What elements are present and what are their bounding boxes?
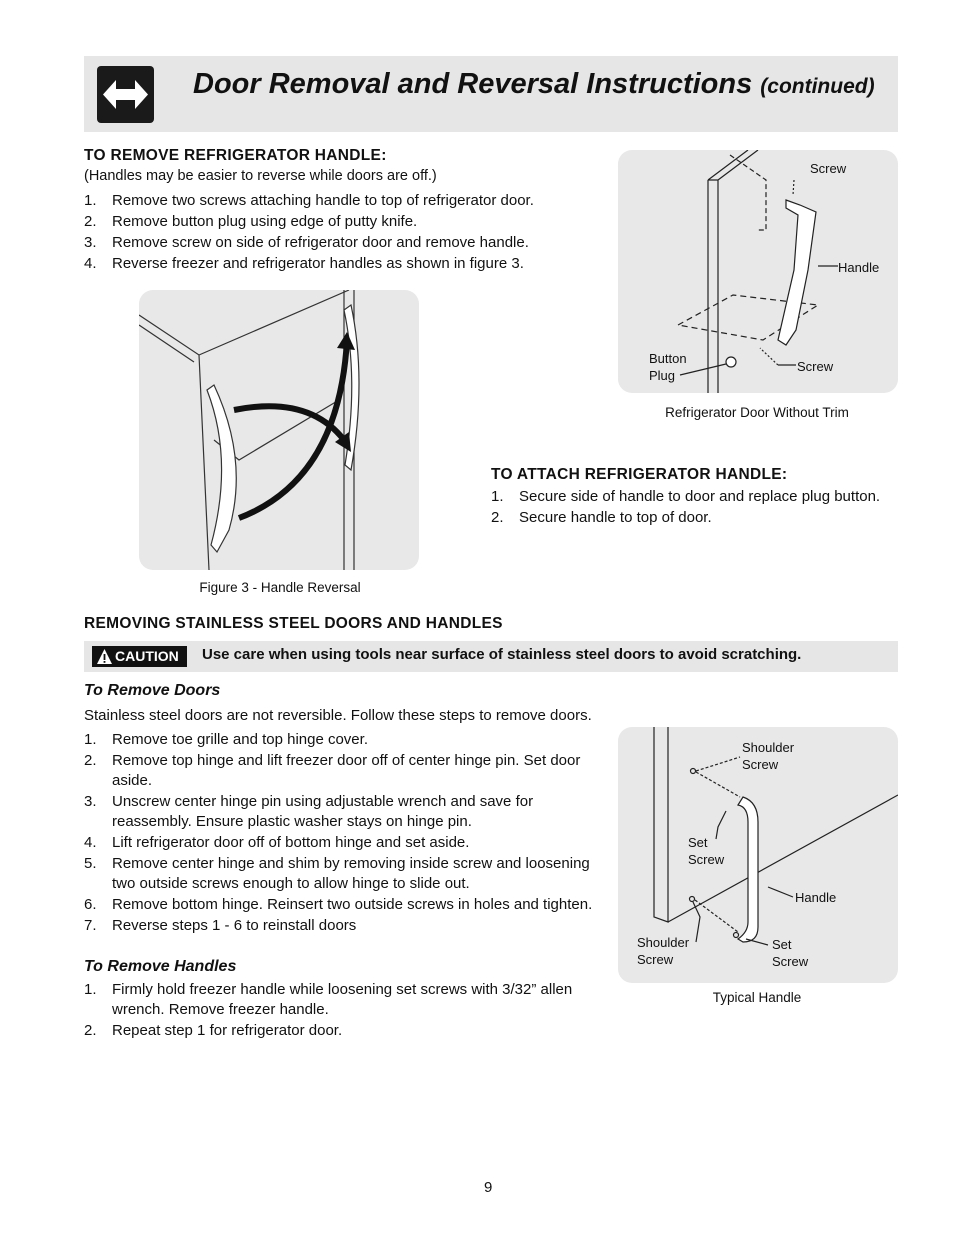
list-item: 2. Repeat step 1 for refrigerator door. <box>84 1022 343 1039</box>
handle-reversal-diagram <box>139 290 419 570</box>
list-item: 2. Remove top hinge and lift freezer door off of center hinge pin. Set door aside. <box>84 752 581 789</box>
attach-handle-steps <box>491 487 901 529</box>
remove-handle-note: (Handles may be easier to reverse while doors are off.) <box>84 168 437 184</box>
remove-handles-heading: To Remove Handles <box>84 958 237 975</box>
list-item: 2. Secure handle to top of door. <box>491 509 712 526</box>
double-arrow-icon <box>97 66 154 123</box>
caution-badge: CAUTION <box>92 646 187 667</box>
refrigerator-door-figure <box>618 150 898 393</box>
shoulder-screw-label: Shoulder Screw <box>742 740 795 772</box>
shoulder-screw-label: Shoulder Screw <box>637 935 690 967</box>
list-item: 5. Remove center hinge and shim by removing inside screw and loosening two outside screws enough to allow hinge to slide out. <box>84 855 590 892</box>
screw-label: Screw <box>810 161 847 176</box>
page-title: Door Removal and Reversal Instructions (continued) <box>193 68 875 100</box>
attach-handle-heading: TO ATTACH REFRIGERATOR HANDLE: <box>491 466 788 483</box>
set-screw-label: Set Screw <box>688 835 725 867</box>
stainless-heading: REMOVING STAINLESS STEEL DOORS AND HANDLES <box>84 615 503 632</box>
list-item: 7. Reverse steps 1 - 6 to reinstall doors <box>84 917 357 934</box>
handle-reversal-figure <box>139 290 419 570</box>
list-item: 1. Secure side of handle to door and replace plug button. <box>491 488 881 505</box>
remove-handle-heading: TO REMOVE REFRIGERATOR HANDLE: <box>84 147 387 164</box>
list-item: 3. Unscrew center hinge pin using adjustable wrench and save for reassembly. Ensure plastic washer stays on hinge pin. <box>84 793 534 830</box>
list-item: 6. Remove bottom hinge. Reinsert two outside screws in holes and tighten. <box>84 896 593 913</box>
caution-text: Use care when using tools near surface of stainless steel doors to avoid scratching. <box>202 646 802 663</box>
page-number: 9 <box>484 1179 493 1196</box>
list-item: 1. Remove toe grille and top hinge cover. <box>84 731 368 748</box>
figure-caption: Figure 3 - Handle Reversal <box>199 580 361 595</box>
list-item: 4. Lift refrigerator door off of bottom hinge and set aside. <box>84 834 470 851</box>
warning-icon <box>96 648 113 665</box>
list-item: 1. Firmly hold freezer handle while loosening set screws with 3/32” allen wrench. Remove freezer handle. <box>84 981 573 1018</box>
list-item: 1. Remove two screws attaching handle to top of refrigerator door. <box>84 192 534 209</box>
list-item: 4. Reverse freezer and refrigerator handles as shown in figure 3. <box>84 255 524 272</box>
page-header <box>84 56 898 132</box>
typical-handle-figure <box>618 727 898 983</box>
button-plug-label: Button Plug <box>649 351 687 383</box>
figure-caption: Refrigerator Door Without Trim <box>665 405 849 420</box>
set-screw-label: Set Screw <box>772 937 809 969</box>
remove-handles-steps <box>84 980 594 1042</box>
handle-label: Handle <box>795 890 837 905</box>
handle-label: Handle <box>838 260 880 275</box>
remove-doors-heading: To Remove Doors <box>84 682 221 699</box>
remove-handle-steps <box>84 191 584 275</box>
list-item: 3. Remove screw on side of refrigerator door and remove handle. <box>84 234 529 251</box>
remove-doors-intro: Stainless steel doors are not reversible. Follow these steps to remove doors. <box>84 707 592 724</box>
list-item: 2. Remove button plug using edge of putty knife. <box>84 213 418 230</box>
screw-label: Screw <box>797 359 834 374</box>
figure-caption: Typical Handle <box>712 990 802 1005</box>
caution-banner <box>84 641 898 672</box>
remove-doors-steps <box>84 730 604 937</box>
